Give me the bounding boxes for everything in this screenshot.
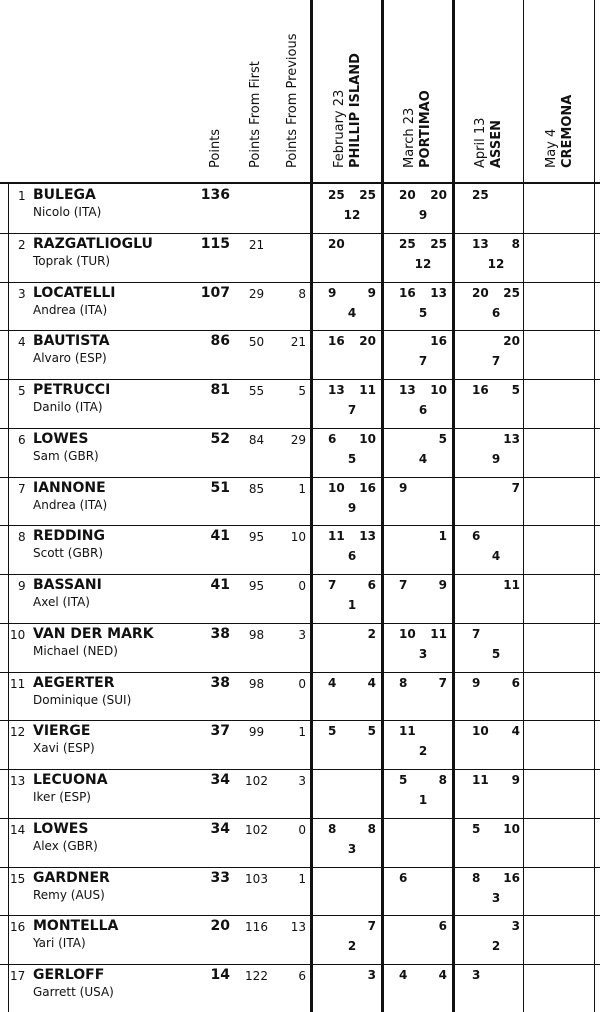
rider-position: 8 xyxy=(18,530,26,544)
rider-position: 15 xyxy=(10,872,26,886)
table-row xyxy=(0,477,600,526)
rider-points: 38 xyxy=(210,675,230,691)
race-1-points: 13 xyxy=(472,237,489,251)
rider-surname: GERLOFF xyxy=(33,967,105,983)
race-2-points: 16 xyxy=(503,871,520,885)
race-2-points: 8 xyxy=(367,822,376,836)
race-1-points: 25 xyxy=(472,188,489,202)
superpole-race-points: 4 xyxy=(491,549,501,563)
superpole-race-points: 4 xyxy=(347,306,357,320)
round-venue: PORTIMAO xyxy=(418,90,433,168)
rider-position: 7 xyxy=(18,482,26,496)
race-2-points: 1 xyxy=(438,529,447,543)
race-2-points: 13 xyxy=(503,432,520,446)
rider-points-from-previous: 1 xyxy=(298,482,306,496)
race-2-points: 7 xyxy=(511,481,520,495)
table-row xyxy=(0,769,600,818)
race-1-points: 7 xyxy=(328,578,337,592)
rider-firstname: Alex (GBR) xyxy=(33,839,98,853)
rider-points-from-previous: 3 xyxy=(298,774,306,788)
rider-points-from-previous: 21 xyxy=(290,335,306,349)
superpole-race-points: 2 xyxy=(418,744,428,758)
rider-points-from-first: 84 xyxy=(248,433,265,447)
superpole-race-points: 6 xyxy=(347,549,357,563)
superpole-race-points: 2 xyxy=(347,939,357,953)
race-2-points: 10 xyxy=(503,822,520,836)
race-1-points: 3 xyxy=(472,968,481,982)
race-1-points: 10 xyxy=(472,724,489,738)
rider-firstname: Andrea (ITA) xyxy=(33,498,108,512)
header-from-previous-label: Points From Previous xyxy=(285,33,300,168)
rider-surname: AEGERTER xyxy=(33,675,115,691)
superpole-race-points: 5 xyxy=(418,306,428,320)
race-2-points: 9 xyxy=(511,773,520,787)
rider-points-from-previous: 0 xyxy=(298,677,306,691)
rider-surname: LOWES xyxy=(33,821,89,837)
rider-surname: BULEGA xyxy=(33,187,96,203)
superpole-race-points: 5 xyxy=(347,452,357,466)
race-2-points: 4 xyxy=(438,968,447,982)
race-2-points: 5 xyxy=(438,432,447,446)
rider-position: 4 xyxy=(18,335,26,349)
superpole-race-points: 3 xyxy=(418,647,428,661)
rider-surname: REDDING xyxy=(33,528,106,544)
rider-points-from-previous: 8 xyxy=(298,287,306,301)
race-2-points: 2 xyxy=(367,627,376,641)
rider-position: 12 xyxy=(10,725,26,739)
header-points-label: Points xyxy=(208,128,223,168)
superpole-race-points: 4 xyxy=(418,452,428,466)
rider-points: 136 xyxy=(200,187,230,203)
race-2-points: 16 xyxy=(359,481,376,495)
rider-points: 34 xyxy=(210,821,230,837)
race-1-points: 20 xyxy=(399,188,416,202)
race-1-points: 9 xyxy=(399,481,408,495)
race-1-points: 13 xyxy=(328,383,345,397)
race-2-points: 11 xyxy=(359,383,376,397)
rider-points-from-first: 85 xyxy=(248,482,265,496)
rider-points: 41 xyxy=(210,528,230,544)
race-2-points: 9 xyxy=(367,286,376,300)
superpole-race-points: 3 xyxy=(491,891,501,905)
header-points-from-first xyxy=(248,61,264,168)
race-1-points: 6 xyxy=(399,871,408,885)
round-date: February 23 xyxy=(332,89,347,168)
rider-firstname: Alvaro (ESP) xyxy=(33,351,107,365)
rider-points: 107 xyxy=(200,285,230,301)
race-1-points: 11 xyxy=(472,773,489,787)
race-2-points: 6 xyxy=(438,919,447,933)
table-row xyxy=(0,282,600,331)
rider-surname: RAZGATLIOGLU xyxy=(33,236,153,252)
rider-position: 11 xyxy=(10,677,26,691)
superpole-race-points: 12 xyxy=(343,208,361,222)
race-2-points: 8 xyxy=(438,773,447,787)
header-points-from-previous xyxy=(285,34,301,168)
header-round-4 xyxy=(544,95,576,168)
superpole-race-points: 9 xyxy=(491,452,501,466)
race-2-points: 25 xyxy=(430,237,447,251)
rider-position: 16 xyxy=(10,920,26,934)
rider-points-from-previous: 29 xyxy=(290,433,306,447)
rider-firstname: Michael (NED) xyxy=(33,644,118,658)
rider-points-from-first: 98 xyxy=(248,628,265,642)
race-2-points: 16 xyxy=(430,334,447,348)
rider-surname: BAUTISTA xyxy=(33,333,110,349)
race-1-points: 11 xyxy=(328,529,345,543)
rider-position: 14 xyxy=(10,823,26,837)
rider-surname: GARDNER xyxy=(33,870,110,886)
rider-points-from-first: 102 xyxy=(245,774,268,788)
rider-firstname: Xavi (ESP) xyxy=(33,741,95,755)
rider-surname: VIERGE xyxy=(33,723,91,739)
rider-position: 3 xyxy=(18,287,26,301)
superpole-race-points: 6 xyxy=(491,306,501,320)
rider-points-from-first: 29 xyxy=(248,287,265,301)
superpole-race-points: 1 xyxy=(347,598,357,612)
race-1-points: 5 xyxy=(399,773,408,787)
race-2-points: 13 xyxy=(359,529,376,543)
rider-surname: PETRUCCI xyxy=(33,382,111,398)
race-1-points: 5 xyxy=(328,724,337,738)
rider-position: 1 xyxy=(18,189,26,203)
race-1-points: 25 xyxy=(399,237,416,251)
race-1-points: 9 xyxy=(328,286,337,300)
rider-points: 81 xyxy=(210,382,230,398)
superpole-race-points: 6 xyxy=(418,403,428,417)
rider-points-from-first: 95 xyxy=(248,530,265,544)
round-venue: ASSEN xyxy=(489,120,504,168)
rider-surname: LOWES xyxy=(33,431,89,447)
rider-points: 115 xyxy=(200,236,230,252)
race-1-points: 9 xyxy=(472,676,481,690)
table-row xyxy=(0,623,600,672)
race-2-points: 3 xyxy=(511,919,520,933)
superpole-race-points: 12 xyxy=(414,257,432,271)
round-date: April 13 xyxy=(473,117,488,168)
rider-position: 5 xyxy=(18,384,26,398)
rider-firstname: Yari (ITA) xyxy=(33,936,86,950)
race-1-points: 7 xyxy=(472,627,481,641)
superpole-race-points: 12 xyxy=(487,257,505,271)
table-row xyxy=(0,818,600,867)
rider-points: 33 xyxy=(210,870,230,886)
race-2-points: 20 xyxy=(430,188,447,202)
round-date: March 23 xyxy=(402,107,417,168)
race-2-points: 7 xyxy=(438,676,447,690)
rider-firstname: Garrett (USA) xyxy=(33,985,114,999)
superpole-race-points: 9 xyxy=(418,208,428,222)
rider-surname: IANNONE xyxy=(33,480,106,496)
race-2-points: 11 xyxy=(503,578,520,592)
race-2-points: 6 xyxy=(511,676,520,690)
race-2-points: 4 xyxy=(511,724,520,738)
rider-firstname: Dominique (SUI) xyxy=(33,693,132,707)
rider-points-from-first: 55 xyxy=(248,384,265,398)
race-1-points: 16 xyxy=(328,334,345,348)
race-1-points: 4 xyxy=(328,676,337,690)
table-row xyxy=(0,330,600,379)
race-1-points: 8 xyxy=(399,676,408,690)
rider-points: 52 xyxy=(210,431,230,447)
table-row xyxy=(0,525,600,574)
rider-firstname: Toprak (TUR) xyxy=(33,254,111,268)
rider-points-from-first: 21 xyxy=(248,238,265,252)
table-row xyxy=(0,574,600,623)
race-1-points: 6 xyxy=(328,432,337,446)
race-2-points: 4 xyxy=(367,676,376,690)
rider-points-from-previous: 0 xyxy=(298,579,306,593)
table-row xyxy=(0,233,600,282)
race-2-points: 5 xyxy=(511,383,520,397)
race-1-points: 13 xyxy=(399,383,416,397)
rider-points-from-first: 122 xyxy=(245,969,268,983)
rider-firstname: Remy (AUS) xyxy=(33,888,105,902)
race-1-points: 25 xyxy=(328,188,345,202)
race-2-points: 5 xyxy=(367,724,376,738)
header-round-3 xyxy=(473,118,505,168)
rider-points: 51 xyxy=(210,480,230,496)
rider-position: 6 xyxy=(18,433,26,447)
race-1-points: 10 xyxy=(399,627,416,641)
rider-position: 13 xyxy=(10,774,26,788)
rider-position: 10 xyxy=(10,628,26,642)
table-row xyxy=(0,915,600,964)
race-1-points: 4 xyxy=(399,968,408,982)
race-2-points: 3 xyxy=(367,968,376,982)
rider-points-from-previous: 1 xyxy=(298,872,306,886)
race-1-points: 10 xyxy=(328,481,345,495)
rider-surname: LOCATELLI xyxy=(33,285,116,301)
race-1-points: 16 xyxy=(472,383,489,397)
rider-points-from-previous: 6 xyxy=(298,969,306,983)
rider-firstname: Scott (GBR) xyxy=(33,546,104,560)
race-1-points: 16 xyxy=(399,286,416,300)
superpole-race-points: 3 xyxy=(347,842,357,856)
rider-position: 9 xyxy=(18,579,26,593)
rider-firstname: Axel (ITA) xyxy=(33,595,90,609)
round-date: May 4 xyxy=(544,128,559,168)
rider-surname: MONTELLA xyxy=(33,918,119,934)
rider-firstname: Danilo (ITA) xyxy=(33,400,103,414)
rider-points-from-first: 99 xyxy=(248,725,265,739)
rider-position: 17 xyxy=(10,969,26,983)
rider-position: 2 xyxy=(18,238,26,252)
superpole-race-points: 9 xyxy=(347,501,357,515)
rider-points-from-first: 50 xyxy=(248,335,265,349)
race-2-points: 6 xyxy=(367,578,376,592)
race-2-points: 8 xyxy=(511,237,520,251)
race-1-points: 5 xyxy=(472,822,481,836)
race-2-points: 10 xyxy=(430,383,447,397)
rider-points-from-first: 98 xyxy=(248,677,265,691)
table-row xyxy=(0,184,600,233)
race-2-points: 20 xyxy=(503,334,520,348)
race-1-points: 20 xyxy=(328,237,345,251)
rider-points: 14 xyxy=(210,967,230,983)
race-2-points: 10 xyxy=(359,432,376,446)
race-2-points: 20 xyxy=(359,334,376,348)
rider-points-from-previous: 5 xyxy=(298,384,306,398)
table-row xyxy=(0,720,600,769)
rider-points-from-first: 103 xyxy=(245,872,268,886)
header-from-first-label: Points From First xyxy=(248,61,263,168)
header-points xyxy=(208,129,224,168)
rider-firstname: Nicolo (ITA) xyxy=(33,205,102,219)
table-row xyxy=(0,964,600,1012)
rider-points-from-previous: 10 xyxy=(290,530,306,544)
table-row xyxy=(0,867,600,916)
rider-points-from-previous: 1 xyxy=(298,725,306,739)
rider-points-from-previous: 13 xyxy=(290,920,306,934)
rider-surname: LECUONA xyxy=(33,772,108,788)
rider-points: 41 xyxy=(210,577,230,593)
race-1-points: 8 xyxy=(328,822,337,836)
table-row xyxy=(0,379,600,428)
superpole-race-points: 7 xyxy=(418,354,428,368)
rider-firstname: Andrea (ITA) xyxy=(33,303,108,317)
race-1-points: 8 xyxy=(472,871,481,885)
rider-points: 37 xyxy=(210,723,230,739)
rider-points: 20 xyxy=(210,918,230,934)
rider-firstname: Sam (GBR) xyxy=(33,449,99,463)
rider-points-from-first: 102 xyxy=(245,823,268,837)
superpole-race-points: 7 xyxy=(347,403,357,417)
race-1-points: 6 xyxy=(472,529,481,543)
race-2-points: 7 xyxy=(367,919,376,933)
race-2-points: 9 xyxy=(438,578,447,592)
rider-points: 34 xyxy=(210,772,230,788)
round-venue: CREMONA xyxy=(560,94,575,168)
table-row xyxy=(0,428,600,477)
rider-points-from-previous: 0 xyxy=(298,823,306,837)
header-round-2 xyxy=(402,90,434,168)
superpole-race-points: 1 xyxy=(418,793,428,807)
rider-points-from-first: 95 xyxy=(248,579,265,593)
rider-points: 38 xyxy=(210,626,230,642)
race-1-points: 7 xyxy=(399,578,408,592)
race-1-points: 11 xyxy=(399,724,416,738)
superpole-race-points: 7 xyxy=(491,354,501,368)
round-venue: PHILLIP ISLAND xyxy=(348,53,363,168)
superpole-race-points: 2 xyxy=(491,939,501,953)
rider-surname: BASSANI xyxy=(33,577,102,593)
rider-points-from-first: 116 xyxy=(245,920,268,934)
race-2-points: 25 xyxy=(359,188,376,202)
race-2-points: 11 xyxy=(430,627,447,641)
table-row xyxy=(0,672,600,721)
rider-points-from-previous: 3 xyxy=(298,628,306,642)
superpole-race-points: 5 xyxy=(491,647,501,661)
header-round-1 xyxy=(332,53,364,168)
rider-points: 86 xyxy=(210,333,230,349)
race-2-points: 13 xyxy=(430,286,447,300)
rider-surname: VAN DER MARK xyxy=(33,626,154,642)
rider-firstname: Iker (ESP) xyxy=(33,790,91,804)
race-2-points: 25 xyxy=(503,286,520,300)
race-1-points: 20 xyxy=(472,286,489,300)
